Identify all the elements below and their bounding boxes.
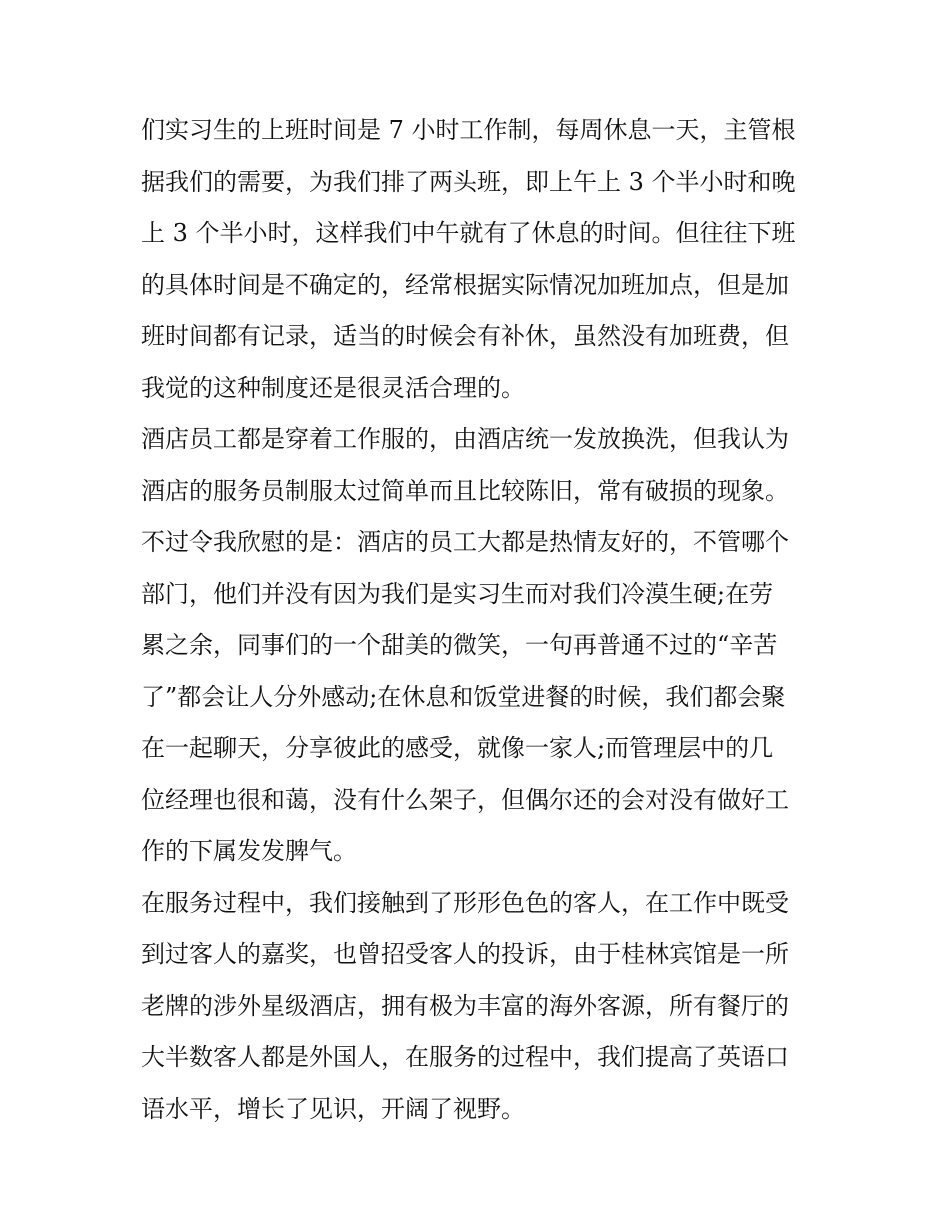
text-line: 上 3 个半小时，这样我们中午就有了休息的时间。但往往下班 <box>141 219 796 247</box>
text-line: 酒店员工都是穿着工作服的，由酒店统一发放换洗，但我认为 <box>141 425 789 453</box>
text-line: 部门，他们并没有因为我们是实习生而对我们冷漠生硬;在劳 <box>141 579 774 608</box>
paragraph-work-schedule <box>141 105 813 414</box>
text-line: 我觉的这种制度还是很灵活合理的。 <box>141 373 525 402</box>
text-line: 班时间都有记录，适当的时候会有补休，虽然没有加班费，但 <box>141 322 789 350</box>
text-line: 们实习生的上班时间是 7 小时工作制，每周休息一天，主管根 <box>141 116 796 144</box>
text-line: 大半数客人都是外国人，在服务的过程中，我们提高了英语口 <box>141 1043 789 1071</box>
text-line: 累之余，同事们的一个甜美的微笑，一句再普通不过的“辛苦 <box>141 631 778 659</box>
text-line: 不过令我欣慰的是：酒店的员工大都是热情友好的，不管哪个 <box>141 528 789 556</box>
paragraph-service-experience <box>141 878 813 1136</box>
text-line: 作的下属发发脾气。 <box>141 837 357 865</box>
text-line: 老牌的涉外星级酒店，拥有极为丰富的海外客源，所有餐厅的 <box>141 991 789 1020</box>
text-line: 语水平，增长了见识，开阔了视野。 <box>141 1094 525 1123</box>
text-line: 据我们的需要，为我们排了两头班，即上午上 3 个半小时和晚 <box>141 167 796 196</box>
text-line: 的具体时间是不确定的，经常根据实际情况加班加点，但是加 <box>141 270 789 299</box>
text-line: 在服务过程中，我们接触到了形形色色的客人，在工作中既受 <box>141 888 789 917</box>
document-body <box>141 105 813 1135</box>
text-line: 位经理也很和蔼，没有什么架子，但偶尔还的会对没有做好工 <box>141 785 789 814</box>
paragraph-staff-uniform <box>141 414 813 878</box>
text-line: 到过客人的嘉奖，也曾招受客人的投诉，由于桂林宾馆是一所 <box>141 940 789 968</box>
text-line: 酒店的服务员制服太过简单而且比较陈旧，常有破损的现象。 <box>141 476 789 505</box>
text-line: 在一起聊天，分享彼此的感受，就像一家人;而管理层中的几 <box>141 734 774 762</box>
text-line: 了”都会让人分外感动;在休息和饭堂进餐的时候，我们都会聚 <box>141 682 786 711</box>
